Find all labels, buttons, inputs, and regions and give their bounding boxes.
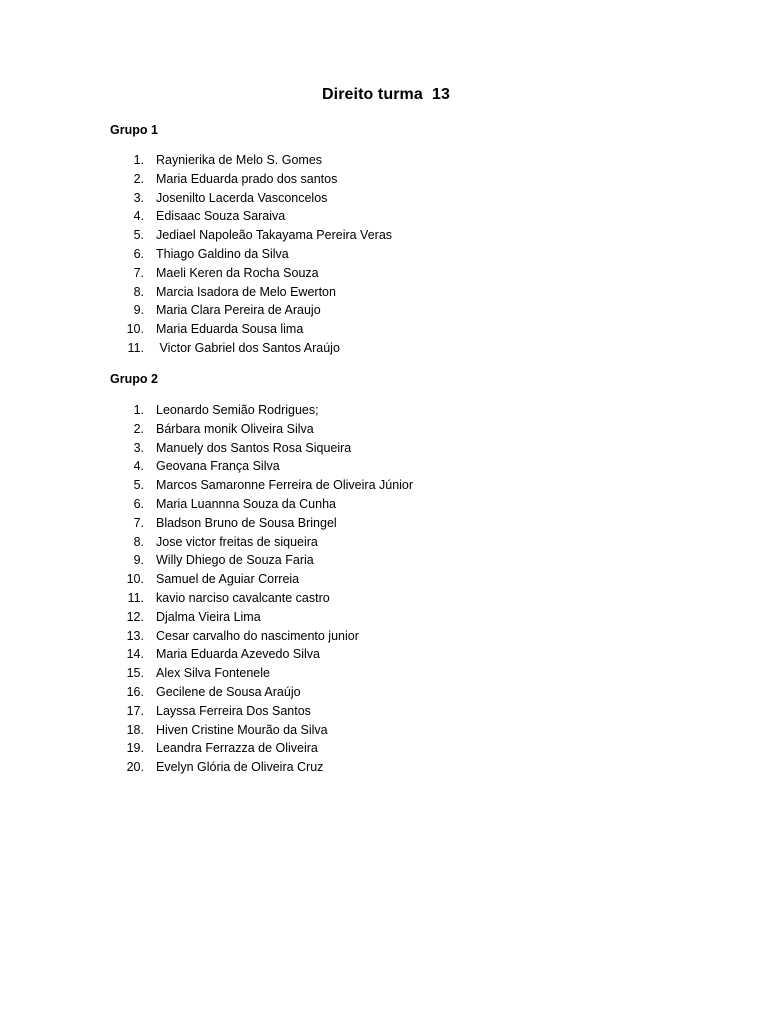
list-item	[0, 189, 768, 208]
list-item-name: Djalma Vieira Lima	[156, 609, 261, 624]
list-item	[0, 495, 768, 514]
list-item-number: 2.	[133, 171, 144, 186]
list-item	[0, 301, 768, 320]
list-item-name: Hiven Cristine Mourão da Silva	[156, 722, 328, 737]
list-item-number: 10.	[126, 572, 144, 587]
list-item-number: 5.	[133, 478, 144, 493]
list-item-name: Gecilene de Sousa Araújo	[156, 684, 301, 699]
list-item-name: Marcia Isadora de Melo Ewerton	[156, 284, 336, 299]
list-item-name: Jediael Napoleão Takayama Pereira Veras	[156, 228, 393, 243]
list-item-name: Cesar carvalho do nascimento junior	[156, 628, 359, 643]
list-item-number: 15.	[126, 666, 144, 681]
list-item-number: 16.	[126, 684, 144, 699]
list-item	[0, 226, 768, 245]
list-item	[0, 339, 768, 358]
list-item-number: 7.	[133, 515, 144, 530]
list-item	[0, 589, 768, 608]
list-item-number: 4.	[133, 459, 144, 474]
list-item-number: 3.	[133, 190, 144, 205]
group-2-list	[0, 401, 768, 777]
list-item-name: Josenilto Lacerda Vasconcelos	[156, 190, 328, 205]
list-item	[0, 758, 768, 777]
list-item-number: 7.	[133, 265, 144, 280]
list-item	[0, 457, 768, 476]
list-item-name: Marcos Samaronne Ferreira de Oliveira Júnior	[156, 478, 414, 493]
list-item-number: 6.	[133, 246, 144, 261]
list-item-name: Willy Dhiego de Souza Faria	[156, 553, 314, 568]
list-item-number: 6.	[133, 496, 144, 511]
list-item-number: 9.	[133, 303, 144, 318]
list-item	[0, 264, 768, 283]
list-item	[0, 401, 768, 420]
list-item-name: Raynierika de Melo S. Gomes	[156, 153, 323, 167]
list-item	[0, 645, 768, 664]
list-item-name: Victor Gabriel dos Santos Araújo	[156, 340, 340, 355]
list-item-name: Layssa Ferreira Dos Santos	[156, 703, 311, 718]
list-item	[0, 721, 768, 740]
list-item	[0, 207, 768, 226]
list-item-name: Alex Silva Fontenele	[156, 666, 270, 681]
list-item	[0, 551, 768, 570]
list-item	[0, 570, 768, 589]
list-item-name: kavio narciso cavalcante castro	[156, 590, 330, 605]
list-item	[0, 627, 768, 646]
list-item	[0, 320, 768, 339]
list-item-name: Maria Clara Pereira de Araujo	[156, 303, 321, 318]
list-item-number: 3.	[133, 440, 144, 455]
list-item	[0, 608, 768, 627]
list-item-name: Edisaac Souza Saraiva	[156, 209, 286, 224]
list-item-number: 5.	[133, 228, 144, 243]
list-item-number: 14.	[126, 647, 144, 662]
list-item-number: 11.	[127, 590, 144, 605]
list-item	[0, 420, 768, 439]
list-item	[0, 702, 768, 721]
list-item-number: 1.	[133, 403, 144, 417]
list-item	[0, 245, 768, 264]
list-item-number: 13.	[126, 628, 144, 643]
list-item-name: Maria Eduarda Azevedo Silva	[156, 647, 320, 662]
list-item-name: Maria Eduarda Sousa lima	[156, 322, 304, 337]
group-1-list	[0, 151, 768, 358]
list-item	[0, 739, 768, 758]
list-item-name: Maria Luannna Souza da Cunha	[156, 496, 336, 511]
list-item-name: Bárbara monik Oliveira Silva	[156, 421, 314, 436]
list-item	[0, 664, 768, 683]
list-item	[0, 151, 768, 170]
list-item-name: Bladson Bruno de Sousa Bringel	[156, 515, 337, 530]
list-item	[0, 683, 768, 702]
list-item-name: Jose victor freitas de siqueira	[156, 534, 318, 549]
list-item-number: 4.	[133, 209, 144, 224]
list-item	[0, 439, 768, 458]
list-item-number: 17.	[126, 703, 144, 718]
list-item-name: Evelyn Glória de Oliveira Cruz	[156, 760, 324, 775]
list-item	[0, 476, 768, 495]
list-item	[0, 283, 768, 302]
list-item-number: 18.	[126, 722, 144, 737]
list-item-number: 10.	[126, 322, 144, 337]
group-1-heading: Grupo 1	[110, 123, 158, 137]
list-item-name: Samuel de Aguiar Correia	[156, 572, 300, 587]
list-item-number: 1.	[133, 153, 144, 167]
list-item-name: Maeli Keren da Rocha Souza	[156, 265, 319, 280]
list-item-name: Thiago Galdino da Silva	[156, 246, 289, 261]
list-item-number: 2.	[133, 421, 144, 436]
page-title: Direito turma 13	[322, 86, 450, 103]
list-item-number: 20.	[126, 760, 144, 775]
list-item-number: 8.	[133, 534, 144, 549]
list-item-name: Manuely dos Santos Rosa Siqueira	[156, 440, 352, 455]
list-item-number: 19.	[126, 741, 144, 756]
list-item	[0, 170, 768, 189]
list-item-name: Maria Eduarda prado dos santos	[156, 171, 338, 186]
list-item-number: 12.	[126, 609, 144, 624]
group-2-heading: Grupo 2	[110, 372, 158, 386]
list-item-number: 11.	[127, 340, 144, 355]
list-item-number: 9.	[133, 553, 144, 568]
list-item-name: Geovana França Silva	[156, 459, 280, 474]
list-item-name: Leonardo Semião Rodrigues;	[156, 403, 319, 417]
list-item	[0, 533, 768, 552]
list-item-number: 8.	[133, 284, 144, 299]
list-item-name: Leandra Ferrazza de Oliveira	[156, 741, 318, 756]
list-item	[0, 514, 768, 533]
